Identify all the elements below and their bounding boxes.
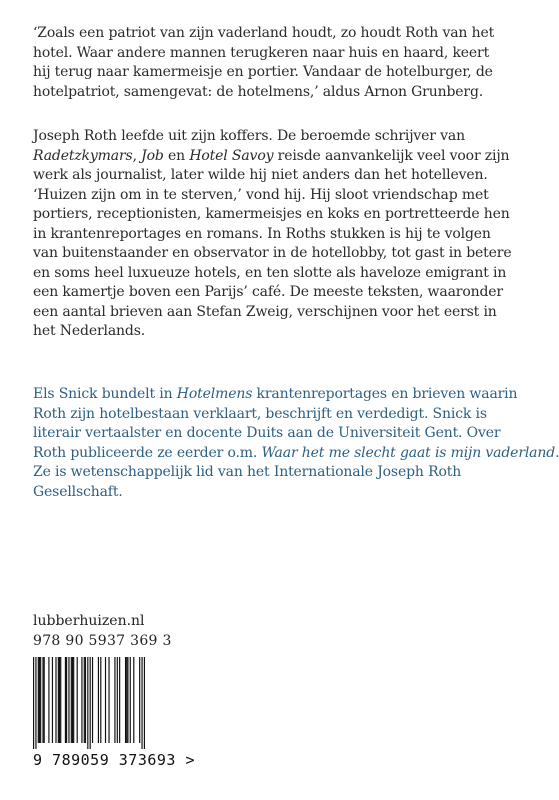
blurb-text: . xyxy=(555,444,559,461)
barcode-bar xyxy=(77,657,78,743)
barcode-bar xyxy=(114,657,115,743)
barcode-bar xyxy=(119,657,120,743)
title-waar-het-me-slecht-gaat: Waar het me slecht gaat is mijn vaderland xyxy=(261,444,556,461)
description-paragraph xyxy=(33,127,512,342)
barcode-bar xyxy=(39,657,40,743)
barcode-bar xyxy=(48,657,49,743)
barcode-bar xyxy=(108,657,109,743)
blurb-text: Roth publiceerde ze eerder o.m. xyxy=(33,444,262,461)
barcode-bar xyxy=(126,657,127,743)
barcode-bar xyxy=(84,657,85,743)
barcode-bar xyxy=(100,657,101,743)
blurb-line: Ze is wetenschappelijk lid van het Internationale Joseph Roth xyxy=(33,464,462,480)
barcode xyxy=(33,657,145,749)
barcode-bar xyxy=(72,657,73,743)
barcode-bar xyxy=(85,657,86,743)
quote-line: hij terug naar kamermeisje en portier. Vandaar de hotelburger, de xyxy=(33,64,493,80)
barcode-bar xyxy=(65,657,66,743)
barcode-bar xyxy=(141,657,142,749)
barcode-bar xyxy=(92,657,93,743)
body-line-titles xyxy=(33,147,510,167)
title-job: Job xyxy=(141,147,164,164)
blurb-text: Els Snick bundelt in xyxy=(33,386,177,402)
barcode-bar xyxy=(40,657,41,743)
body-line: het Nederlands. xyxy=(33,323,146,339)
blurb-text: krantenreportages en brieven waarin xyxy=(252,386,518,402)
blurb-line: literair vertaalster en docente Duits aan de Universiteit Gent. Over xyxy=(33,425,501,441)
barcode-bar xyxy=(98,657,99,743)
barcode-bar xyxy=(133,657,134,743)
title-hotelmens: Hotelmens xyxy=(176,386,253,402)
barcode-bar xyxy=(42,657,43,743)
separator: , xyxy=(132,147,142,164)
barcode-bar xyxy=(73,657,74,743)
body-line: ‘Huizen zijn om in te sterven,’ vond hij. Hij sloot vriendschap met xyxy=(33,186,489,203)
body-line: en soms heel luxueuze hotels, en ten slotte als haveloze emigrant in xyxy=(33,264,507,281)
barcode-bar xyxy=(139,657,140,743)
barcode-bar xyxy=(44,657,45,743)
barcode-bar xyxy=(87,657,88,749)
body-line: een aantal brieven aan Stefan Zweig, verschijnen voor het eerst in xyxy=(33,303,497,320)
publisher-url: lubberhuizen.nl xyxy=(33,613,145,629)
barcode-bar xyxy=(117,657,118,743)
body-line: Joseph Roth leefde uit zijn koffers. De beroemde schrijver van xyxy=(33,128,465,144)
barcode-bar xyxy=(58,657,59,743)
barcode-bar xyxy=(52,657,53,743)
body-line: een kamertje boven een Parijs’ café. De meeste teksten, waaronder xyxy=(33,284,503,300)
barcode-bar xyxy=(33,657,34,749)
isbn-number: 978 90 5937 369 3 xyxy=(33,633,172,649)
body-line: werk als journalist, later wilde hij niet anders dan het hotelleven. xyxy=(33,167,488,183)
separator: en xyxy=(163,147,190,164)
barcode-bar xyxy=(125,657,126,743)
barcode-bar xyxy=(130,657,131,743)
barcode-digits: 9 789059 373693 > xyxy=(33,751,196,769)
barcode-bar xyxy=(66,657,67,743)
body-line: in krantenreportages en romans. In Roths stukken is hij te volgen xyxy=(33,225,491,242)
body-text: reisde aanvankelijk veel voor zijn xyxy=(273,147,510,164)
barcode-bar xyxy=(71,657,72,743)
body-line: van buitenstaander en observator in de hotellobby, tot gast in betere xyxy=(33,245,512,261)
quote-line: hotel. Waar andere mannen terugkeren naar huis en haard, keert xyxy=(33,44,490,61)
barcode-bar xyxy=(38,657,39,743)
blurb-line: Gesellschaft. xyxy=(33,483,123,500)
title-radetzkymars: Radetzkymars xyxy=(33,147,133,164)
quote-line: ‘Zoals een patriot van zijn vaderland houdt, zo houdt Roth van het xyxy=(33,25,495,41)
blurb-line xyxy=(33,444,559,464)
body-line: portiers, receptionisten, kamermeisjes en koks en portretteerde hen xyxy=(33,206,510,222)
blurb-line xyxy=(33,385,518,405)
title-hotel-savoy: Hotel Savoy xyxy=(189,147,274,164)
barcode-bar xyxy=(60,657,61,743)
barcode-bar xyxy=(68,657,69,743)
barcode-bar xyxy=(59,657,60,743)
barcode-bar xyxy=(105,657,106,743)
grunberg-quote xyxy=(33,24,495,102)
barcode-bar xyxy=(144,657,145,749)
barcode-bar xyxy=(35,657,36,749)
blurb-line: Roth zijn hotelbestaan verklaart, beschrijft en verdedigt. Snick is xyxy=(33,405,487,422)
barcode-bar xyxy=(55,657,56,743)
barcode-bar xyxy=(127,657,128,743)
quote-line: hotelpatriot, samengevat: de hotelmens,’ aldus Arnon Grunberg. xyxy=(33,83,484,100)
barcode-bar xyxy=(90,657,91,749)
barcode-bar xyxy=(81,657,82,743)
editor-blurb xyxy=(33,385,559,502)
